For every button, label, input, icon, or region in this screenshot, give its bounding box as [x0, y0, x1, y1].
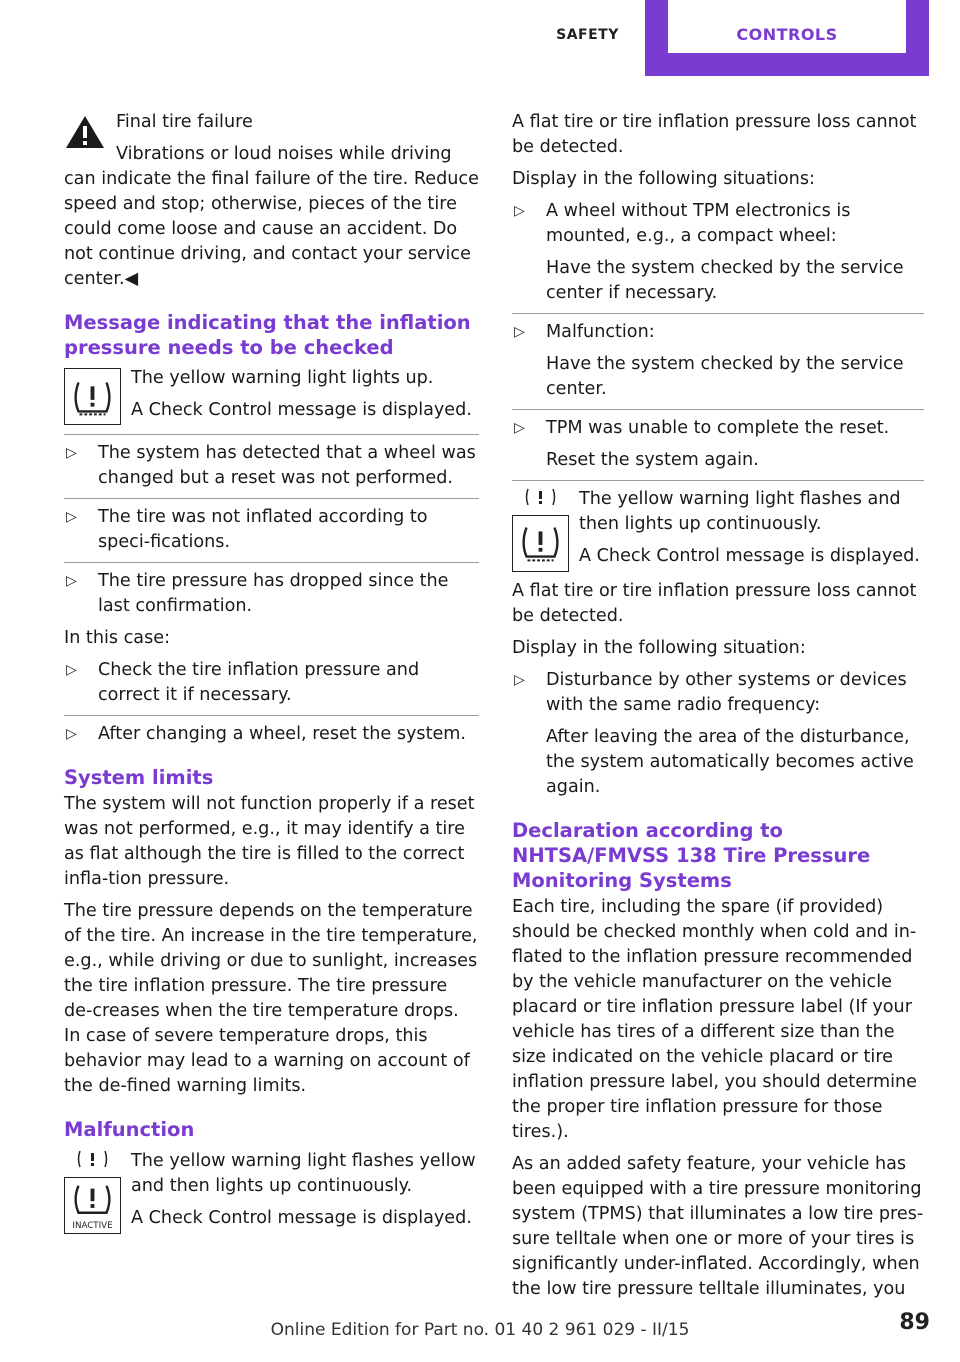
- list-item-text: The tire pressure has dropped since the last confirmation.: [98, 571, 449, 616]
- list-item-text: The system has detected that a wheel was changed but a reset was not performed.: [98, 443, 476, 488]
- list-item-text: Disturbance by other systems or devices with the same radio frequency:: [546, 670, 907, 715]
- limits-paragraph-1: The system will not function properly if a reset was not performed, e.g., it may identify a tire as flat although the tire is filled to the correct infla‐tion pressure.: [64, 794, 475, 889]
- warning-body-first: Vibrations or loud noises while driving: [116, 144, 452, 164]
- warning-block: [64, 110, 479, 167]
- flashing-light-icon: [64, 1149, 121, 1169]
- paragraph: A flat tire or tire inflation pressure loss cannot be detected.: [512, 581, 917, 626]
- malfunction-indicator-block: [64, 1149, 479, 1239]
- bullet-arrow-icon: ▷: [66, 573, 77, 589]
- warning-title: Final tire failure: [116, 112, 253, 132]
- list-item-text: Check the tire inflation pressure and correct it if necessary.: [98, 660, 420, 705]
- flashing-line-2: A Check Control message is displayed.: [579, 546, 920, 566]
- bullet-arrow-icon: ▷: [66, 662, 77, 678]
- malfunction-line-2: A Check Control message is displayed.: [131, 1208, 472, 1228]
- flashing-line-1: The yellow warning light flashes and then lights up continuously.: [579, 489, 901, 534]
- bullet-arrow-icon: ▷: [66, 726, 77, 742]
- tab-controls[interactable]: CONTROLS: [668, 0, 906, 53]
- list-item-subtext: Have the system checked by the service center.: [546, 354, 904, 399]
- paragraph: Display in the following situations:: [512, 169, 815, 189]
- list-item: [512, 320, 924, 402]
- tab-safety[interactable]: SAFETY: [556, 27, 619, 43]
- inactive-label: INACTIVE: [72, 1221, 113, 1232]
- message-indicator-block: [64, 366, 479, 430]
- footer-edition-text: Online Edition for Part no. 01 40 2 961 029 - II/15: [270, 1320, 690, 1340]
- bullet-arrow-icon: ▷: [514, 203, 525, 219]
- bullet-arrow-icon: ▷: [66, 445, 77, 461]
- list-item: [512, 668, 924, 800]
- paragraph: Display in the following situation:: [512, 638, 806, 658]
- tire-pressure-warning-icon: [64, 368, 121, 425]
- bullet-arrow-icon: ▷: [514, 324, 525, 340]
- heading-malfunction: Malfunction: [64, 1118, 195, 1141]
- in-this-case-label: In this case:: [64, 628, 171, 648]
- right-column: [512, 110, 924, 1309]
- list-item-text: Malfunction:: [546, 322, 655, 342]
- bullet-arrow-icon: ▷: [66, 509, 77, 525]
- heading-inflation-message: Message indicating that the inflation pressure needs to be checked: [64, 311, 471, 359]
- list-item-subtext: After leaving the area of the disturbance, the system automatically becomes active again.: [546, 727, 914, 797]
- tire-pressure-warning-icon: [512, 515, 569, 572]
- list-item-subtext: Have the system checked by the service center if necessary.: [546, 258, 904, 303]
- list-item: [64, 441, 479, 491]
- list-item: [512, 199, 924, 306]
- list-item: [64, 722, 479, 747]
- declaration-paragraph-1: Each tire, including the spare (if provided) should be checked monthly when cold and in‐flated to the inflation pressure recommended by the vehicle manufacturer on the vehicle placard or tire inflation pressure label (If your vehicle has tires of a different size than the size indicated on the vehicle placard or tire inflation pressure label, you should determine the proper tire inflation pressure for those tires.).: [512, 897, 917, 1142]
- list-item: [64, 505, 479, 555]
- flashing-indicator-block: [512, 487, 924, 579]
- declaration-paragraph-2: As an added safety feature, your vehicle has been equipped with a tire pressure monitoring system (TPMS) that illuminates a low tire pres‐sure telltale when one or more of your tires is significantly under-inflated. Accordingly, when the low tire pressure telltale illuminates, you: [512, 1154, 924, 1299]
- flashing-light-icon: [512, 487, 569, 507]
- malfunction-line-1: The yellow warning light flashes yellow and then lights up continuously.: [131, 1151, 476, 1196]
- list-item-text: A wheel without TPM electronics is mounted, e.g., a compact wheel:: [546, 201, 851, 246]
- warning-body: can indicate the final failure of the tire. Reduce speed and stop; otherwise, pieces of the tire could come loose and cause an accident. Do not continue driving, and contact your service center.◀: [64, 169, 479, 289]
- limits-paragraph-2: The tire pressure depends on the temperature of the tire. An increase in the tire temperature, e.g., while driving or due to sunlight, increases the tire inflation pressure. The tire pressure de‐creases when the tire temperature drops. In case of severe temperature drops, this behavior may lead to a warning on account of the de‐fined warning limits.: [64, 901, 478, 1096]
- page-number: 89: [899, 1310, 930, 1335]
- list-item: [64, 658, 479, 708]
- bullet-arrow-icon: ▷: [514, 420, 525, 436]
- list-item: [64, 569, 479, 619]
- list-item: [512, 416, 924, 473]
- list-item-text: After changing a wheel, reset the system.: [98, 724, 467, 744]
- message-line-1: The yellow warning light lights up.: [131, 368, 434, 388]
- list-item-text: The tire was not inflated according to speci‐fications.: [98, 507, 428, 552]
- heading-declaration: Declaration according to NHTSA/FMVSS 138 Tire Pressure Monitoring Systems: [512, 819, 871, 892]
- list-item-subtext: Reset the system again.: [546, 450, 759, 470]
- bullet-arrow-icon: ▷: [514, 672, 525, 688]
- heading-system-limits: System limits: [64, 766, 214, 789]
- message-line-2: A Check Control message is displayed.: [131, 400, 472, 420]
- left-column: [64, 110, 479, 1239]
- list-item-text: TPM was unable to complete the reset.: [546, 418, 890, 438]
- warning-triangle-icon: [64, 114, 106, 150]
- paragraph: A flat tire or tire inflation pressure loss cannot be detected.: [512, 112, 917, 157]
- tire-pressure-inactive-icon: [64, 1177, 121, 1234]
